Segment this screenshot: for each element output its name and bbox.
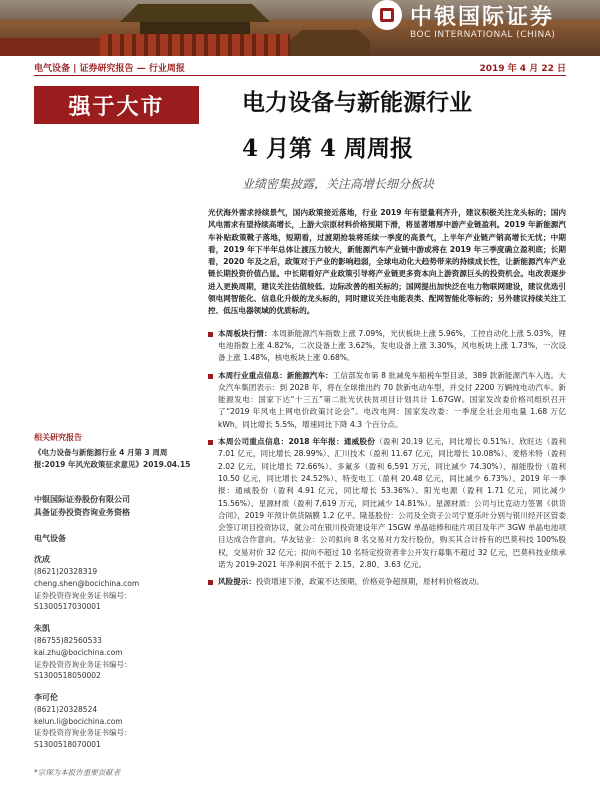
bullet-risk [208,576,566,588]
bullet-industry-news [208,370,566,431]
analyst-card [34,623,194,682]
boc-logo-icon [372,0,402,30]
related-reports-title: 相关研究报告 [34,433,82,442]
banner-wall [0,38,110,56]
bullet-label: 风险提示： [218,577,256,587]
brand-name-en: BOC INTERNATIONAL (CHINA) [410,30,556,40]
bullet-label: 本周板块行情： [218,328,272,338]
analyst-name: 朱凯 [34,623,50,633]
bullet-text: 工信部发布第 8 批减免车船税车型目录，389 款新能源汽车入选。大众汽车集团表示：到 2028 年，将在全球推出约 70 款新电动车型，并交付 2200 万辆纯电动汽车。新能源发电：国家下达“十三五”第二批光伏扶贫项目计划共计 1.67GW。国家发改委价格司组织召开了“2019 年风电上网电价政策讨论会”。电改电网：国家发改委：一季度全社会用电量 1.68 万亿 kWh，同比增长 5.5%，增速同比下降 4.3 个百分点。 [218,370,566,429]
analyst-email[interactable]: cheng.shen@bocichina.com [34,579,140,589]
analyst-name: 李可伦 [34,692,58,702]
brand-name-cn: 中银国际证券 [410,4,555,30]
main-content [208,207,566,594]
report-date: 2019 年 4 月 22 日 [479,64,566,74]
analyst-cert: 证券投资咨询业务证书编号：S1300518070001 [34,728,132,750]
bullet-text: 本周新能源汽车指数上涨 7.09%，光伏板块上涨 5.96%，工控自动化上涨 5.03%，锂电池指数上涨 4.82%，二次设备上涨 3.62%，发电设备上涨 3.30%，风电板块上涨 1.73%，一次设备上涨 1.48%，核电板块上涨 0.68%。 [218,328,567,363]
analyst-cert: 证券投资咨询业务证书编号：S1300517030001 [34,590,132,612]
bullet-label: 本周行业重点信息：新能源汽车： [218,370,333,380]
bullet-company-news [208,436,566,571]
analyst-phone: (86755)82560533 [34,636,102,646]
report-title: 4 月第 4 周周报 [242,135,414,162]
analyst-email[interactable]: kelun.li@bocichina.com [34,716,123,726]
report-categories: 电气设备 | 证券研究报告 — 行业周报 [34,64,185,74]
banner-roof [120,4,270,22]
brand-logo [360,0,600,56]
info-bar [34,58,566,76]
bullet-list [208,328,566,589]
org-qualification: 中银国际证券股份有限公司 具备证券投资咨询业务资格 [34,495,130,517]
team-name: 电气设备 [34,534,66,544]
banner-side-building [290,30,370,56]
analyst-card [34,692,194,751]
analyst-card [34,554,194,613]
analyst-phone: (8621)20328524 [34,705,98,715]
summary-paragraph: 光伏海外需求持续景气，国内政策接近落地，行业 2019 年有望量利齐升，建议积极关注龙头标的；国内风电需求有望持续高增长，上游大宗原材料价格预期下滑，将显著增厚中游产业链盈利。2019 年新能源汽车补贴政策靴子落地，短期看，过渡期抢装将延续一季度的高景气，上半年产业链产销高增长无忧；中期看，2019 年下半年总体让渡压力较大，新能源汽车产业链中游或将在 2019 年三季度确立盈利底；长期看，2020 年及之后，政策对于产业的影响趋弱，全球电动化大趋势带来的持续成长性，让新能源汽车产业链长期投资价值凸显。中长期看好产业政策引导将产业链更多资本向上游资源巨头的投资机会。电改表逐步进入更换周期，建议关注估值较低、边际改善的相关标的；国网提出加快泛在电力物联网建设，建议优选引领电网智能化、信息化升级的龙头标的，同时建议关注电能表类、配网智能化等标的；另外建议持续关注工控、低压电器领域的优质标的。 [208,208,566,316]
analyst-name: 沈成 [34,555,50,565]
industry-title: 电力设备与新能源行业 [242,89,472,116]
bullet-label: 本周公司重点信息：2018 年年报：通威股份 [218,437,376,447]
bullet-text: （盈利 20.19 亿元，同比增长 0.51%）、欣旺达（盈利 7.01 亿元，同比增长 28.99%）、汇川技术（盈利 11.67 亿元，同比增长 10.08%）、麦格米特（盈利 2.02 亿元，同比增长 72.66%）、多氟多（盈利 6,591 万元，同比减少 74.30%）、福能股份（盈利 10.50 亿元，同比增长 24.52%）、特变电工（盈利 20.48 亿元，同比减少 6.73%）。2019 年一季报：通威股份（盈利 4.91 亿元，同比增长 53.36%）、阳光电源（盈利 1.71 亿元，同比减少 15.56%）、星源材质（盈利 7,619 万元，同比减少 14.81%）。星源材质：公司与比克动力签署《供货合同》，2019 年预计供货隔膜 1.2 亿平。隆基股份：公司及全资子公司宁夏乐叶分别与银川经开区管委会签订项目投资协议，就公司在银川投资建设年产 15GW 单晶硅棒和硅片项目及年产 3GW 单晶电池项目达成合作意向。华友钴业：公司拟向 8 名交易对方发行股份，购买其合计持有的巴莫科技 100%股权，交易对价 32 亿元；拟向不超过 10 名特定投资者非公开发行募集不超过 32 亿元，巴莫科技业绩承诺为 2019-2021 年净利润不低于 2.15、2.80、3.63 亿元。 [218,437,566,570]
analyst-cert: 证券投资咨询业务证书编号：S1300518050002 [34,659,132,681]
related-report-link[interactable]: 《电力设备与新能源行业 4 月第 3 周周报:2019 年风光政策征求意见》2019.04.15 [34,448,191,469]
analyst-email[interactable]: kai.zhu@bocichina.com [34,647,123,657]
rating-badge: 强于大市 [34,86,199,124]
report-subtitle: 业绩密集披露，关注高增长细分板块 [242,177,435,191]
contributor-note: *宗琛为本报告重要贡献者 [34,767,121,777]
analyst-phone: (8621)20328319 [34,567,98,577]
bullet-market [208,328,566,365]
banner-roof-lower [140,22,250,34]
bullet-text: 投资增速下滑，政策不达预期，价格竞争超预期，原材料价格波动。 [255,577,484,587]
banner-hall [100,34,290,56]
header-banner [0,0,600,56]
sidebar [34,432,194,778]
